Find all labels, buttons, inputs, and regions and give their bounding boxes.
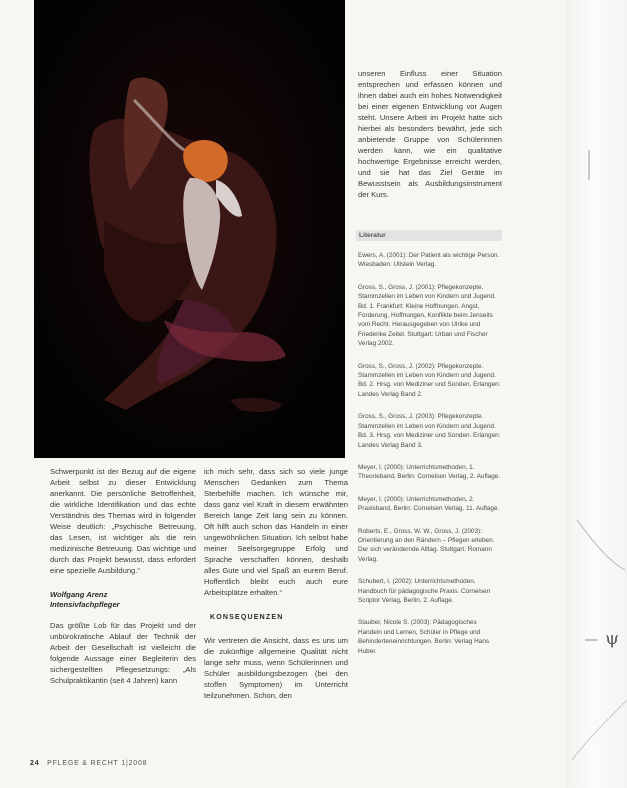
adjacent-page-glyph: ψ bbox=[605, 628, 620, 649]
author-role: Intensivfachpfleger bbox=[50, 600, 120, 609]
reference-item: Stauber, Nicole S. (2003): Pädagogisches Handeln und Lernen, Schüler in Pflege und Behinderteneinrichtungen. Berlin: Verlag Hans Huber. bbox=[358, 619, 490, 655]
reference-item: Meyer, I. (2000): Unterrichtsmethoden, 1. Theorieband, Berlin: Cornelsen Verlag, 2. Auflage. bbox=[358, 463, 501, 481]
dancers-illustration bbox=[34, 0, 345, 458]
text-column-2 bbox=[204, 466, 348, 701]
literature-heading: Literatur bbox=[356, 230, 502, 241]
reference-item: Schubert, I. (2002): Unterrichtsmethoden. Handbuch für pädagogische Praxis. Cornelsen Scriptor Verlag, Berlin, 2. Auflage. bbox=[358, 578, 491, 604]
col2-paragraph-1: ich mich sehr, dass sich so viele junge Menschen Gedanken zum Thema Sterbehilfe machen. Ich wünsche mir, dass ganz viel Kraft in diesem erwähnten Bereich lange Zeit lang sein zu können. Oft hilft auch schon das Handeln in einer ungewöhnlichen Situation. Ich selbst habe meiner Seelsorgegruppe Erfolg und Sprache verschaffen können, deshalb alles Gute und viel Spaß an eurem Beruf. Hoffentlich bleibt euch auch eure Arbeitsplätze erhalten.“ bbox=[204, 467, 348, 597]
reference-item: Roberts, E., Gross, W. W., Gross, J. (2003): Orientierung an den Rändern – Pflegen erleben. Der sich verändernde Alltag. Stuttgart: Romann Verlag. bbox=[358, 527, 495, 563]
author-name: Wolfgang Arenz bbox=[50, 590, 108, 599]
reference-item: Gross, S., Gross, J. (2002): Pflegekonzepte. Stammzellen im Leben von Kindern und Jugend. Bd. 2. Hrsg. von Mediziner und Sonden. Erlangen: Landes Verlag Band 2. bbox=[358, 362, 501, 398]
section-heading: KONSEQUENZEN bbox=[210, 614, 284, 621]
page-number: 24 bbox=[30, 760, 40, 767]
reference-item: Meyer, I. (2000): Unterrichtsmethoden, 2. Praxisband, Berlin: Cornelsen Verlag, 11. Auflage. bbox=[358, 495, 500, 513]
adjacent-page-lines bbox=[567, 0, 627, 788]
text-column-3 bbox=[358, 68, 502, 200]
col3-paragraph: unseren Einfluss einer Situation entsprechen und erfassen können und ihnen dabei auch ein hohes Notwendigkeit bei einer eigenen Entwicklung vor Augen steht. Unsere Arbeit im Projekt hatte sich hierbei als besonders bewährt, jede sich anbietende Gruppe von Schülerinnen werden kann, wie ein qualitative hochwertige Ergebnisse erreicht werden, und sie hat das Ziel Geräte im Bewusstsein als Ausbildungsinstrument der Kurs. bbox=[358, 69, 502, 199]
dance-photo bbox=[34, 0, 345, 458]
col1-paragraph-1: Schwerpunkt ist der Bezug auf die eigene Arbeit selbst zu dieser Entwicklung anerkannt. Die persönliche Betroffenheit, die wirkliche Identifikation und das echte Verständnis des Themas wird in folgender Weise deutlich: „Psychische Betreuung, das Lesen, ist wichtiger als die rein medizinische Betreuung. Das wichtige und durch das Projekt bewusst, dass erfordert eine spezielle Ausbildung.“ bbox=[50, 467, 196, 575]
col2-paragraph-2: Wir vertreten die Ansicht, dass es uns um die zukünftige allgemeine Qualität nicht lange sehr muss, wenn Schülerinnen und Schüler ausbildungsbezogen (bei den stoffen Symptomen) im Unterricht teilzunehmen. Schon, den bbox=[204, 636, 348, 700]
adjacent-page-edge bbox=[566, 0, 627, 788]
reference-list bbox=[358, 251, 502, 669]
reference-item: Gross, S., Gross, J. (2001): Pflegekonzepte. Stammzellen im Leben von Kindern und Jugend. Bd. 1. Frankfurt: Kleine Hoffnungen. Angst, Forderung, Hoffnungen, Konflikte beim Jenseits vom Recht. Herausgegeben von Ulrike und Friederike Zeitel. Stuttgart: Urban und Fischer Verlag 2002. bbox=[358, 283, 496, 348]
text-column-1 bbox=[50, 466, 196, 686]
page-footer bbox=[30, 760, 147, 767]
reference-item: Gross, S., Gross, J. (2003): Pflegekonzepte. Stammzellen im Leben von Kindern und Jugend. Bd. 3. Hrsg. von Mediziner und Sonden. Erlangen: Landes Verlag Band 3. bbox=[358, 413, 501, 449]
reference-item: Ewers, A. (2001): Der Patient als wichtige Person. Wiesbaden: Ullstein Verlag. bbox=[358, 252, 500, 269]
col1-paragraph-2: Das größte Lob für das Projekt und der unbürokratische Ablauf der Technik der Arbeit der Gesellschaft ist vielleicht die folgende Aussage einer Begleiterin des sichergestellten Pflegesetzungs: „Als Schulpraktikantin (seit 4 Jahren) kann bbox=[50, 621, 196, 685]
journal-label: PFLEGE & RECHT 1|2008 bbox=[47, 760, 148, 767]
